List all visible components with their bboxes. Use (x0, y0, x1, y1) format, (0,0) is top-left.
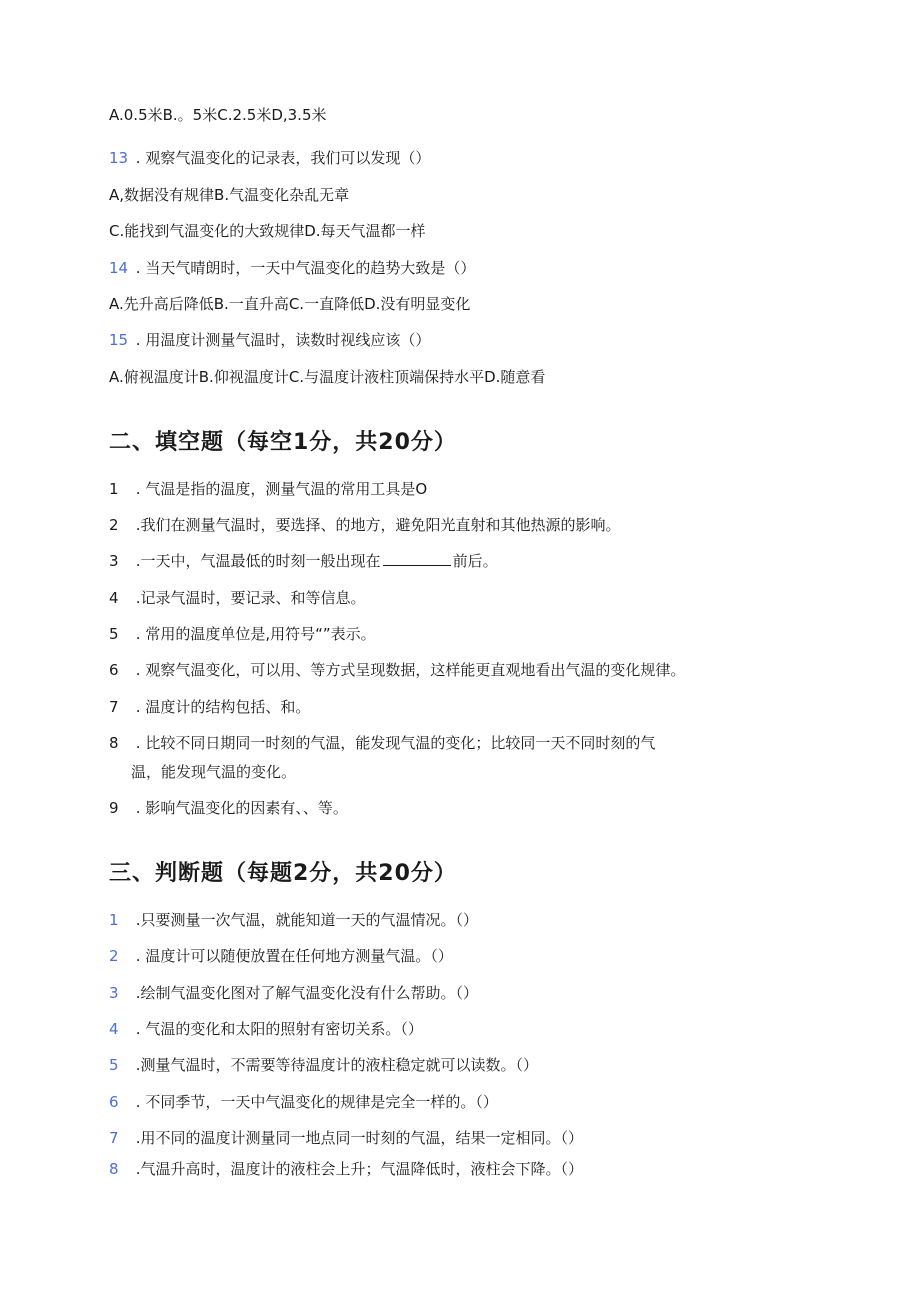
item-number: 3 (109, 552, 119, 570)
item-text: .只要测量一次气温，就能知道一天的气温情况。（） (135, 911, 479, 929)
item-number: 5 (109, 1056, 119, 1074)
item-number: 2 (109, 947, 119, 965)
judge-item-6 (109, 1092, 498, 1112)
question-15 (109, 330, 430, 350)
item-number: 1 (109, 911, 119, 929)
fill-item-3 (109, 551, 498, 571)
item-number: 7 (109, 698, 119, 716)
item-text: .一天中，气温最低的时刻一般出现在 (135, 552, 381, 570)
section-heading-true-false: 三、判断题（每题2分，共20分） (109, 861, 457, 886)
q13-options-line-2: C.能找到气温变化的大致规律D.每天气温都一样 (109, 222, 426, 240)
q12-options: A.0.5米B.。5米C.2.5米D,3.5米 (109, 106, 327, 124)
answer-blank[interactable] (383, 551, 451, 566)
fill-item-8 (109, 733, 655, 753)
fill-item-2 (109, 515, 621, 535)
item-number: 4 (109, 589, 119, 607)
fill-item-5 (109, 624, 376, 644)
q13-options-line-1: A,数据没有规律B.气温变化杂乱无章 (109, 186, 350, 204)
fill-item-9 (109, 798, 348, 818)
item-text: .气温升高时，温度计的液柱会上升；气温降低时，液柱会下降。（） (135, 1160, 584, 1178)
item-text: .记录气温时，要记录、和等信息。 (135, 589, 366, 607)
item-text: . 不同季节，一天中气温变化的规律是完全一样的。（） (135, 1093, 498, 1111)
judge-item-8 (109, 1159, 583, 1179)
question-text: . 观察气温变化的记录表，我们可以发现（） (135, 149, 431, 167)
judge-item-7 (109, 1128, 583, 1148)
item-text: .测量气温时，不需要等待温度计的液柱稳定就可以读数。（） (135, 1056, 539, 1074)
fill-item-7 (109, 697, 310, 717)
item-number: 9 (109, 799, 119, 817)
judge-item-2 (109, 946, 453, 966)
item-text-after: 前后。 (452, 552, 498, 570)
item-number: 3 (109, 984, 119, 1002)
question-text: . 当天气晴朗时，一天中气温变化的趋势大致是（） (135, 259, 476, 277)
judge-item-5 (109, 1055, 538, 1075)
section-heading-fill-blank: 二、填空题（每空1分，共20分） (109, 430, 457, 455)
q15-options: A.俯视温度计B.仰视温度计C.与温度计液柱顶端保持水平D.随意看 (109, 368, 546, 386)
item-text: . 温度计的结构包括、和。 (135, 698, 311, 716)
item-number: 8 (109, 734, 119, 752)
judge-item-4 (109, 1019, 423, 1039)
item-text: .我们在测量气温时，要选择、的地方，避免阳光直射和其他热源的影响。 (135, 516, 621, 534)
item-number: 2 (109, 516, 119, 534)
judge-item-1 (109, 910, 478, 930)
fill-item-8-continuation: 温，能发现气温的变化。 (131, 763, 297, 781)
item-text: .用不同的温度计测量同一地点同一时刻的气温，结果一定相同。（） (135, 1129, 584, 1147)
fill-item-1 (109, 479, 427, 499)
fill-item-4 (109, 588, 366, 608)
item-text: . 影响气温变化的因素有、、等。 (135, 799, 348, 817)
item-text: . 比较不同日期同一时刻的气温，能发现气温的变化；比较同一天不同时刻的气 (135, 734, 656, 752)
question-number: 13 (109, 149, 129, 167)
item-text: . 观察气温变化，可以用、等方式呈现数据，这样能更直观地看出气温的变化规律。 (135, 661, 686, 679)
question-13 (109, 148, 430, 168)
question-number: 14 (109, 259, 129, 277)
item-number: 8 (109, 1160, 119, 1178)
item-text: .绘制气温变化图对了解气温变化没有什么帮助。（） (135, 984, 479, 1002)
fill-item-6 (109, 660, 685, 680)
item-text: . 气温是指的温度，测量气温的常用工具是O (135, 480, 428, 498)
item-number: 7 (109, 1129, 119, 1147)
question-text: . 用温度计测量气温时，读数时视线应该（） (135, 331, 431, 349)
item-number: 6 (109, 1093, 119, 1111)
item-text: . 温度计可以随便放置在任何地方测量气温。（） (135, 947, 453, 965)
item-number: 5 (109, 625, 119, 643)
judge-item-3 (109, 983, 478, 1003)
q14-options: A.先升高后降低B.一直升高C.一直降低D.没有明显变化 (109, 295, 471, 313)
item-number: 1 (109, 480, 119, 498)
item-number: 4 (109, 1020, 119, 1038)
question-number: 15 (109, 331, 129, 349)
item-text: . 常用的温度单位是,用符号“”表示。 (135, 625, 376, 643)
item-text: . 气温的变化和太阳的照射有密切关系。（） (135, 1020, 423, 1038)
question-14 (109, 258, 475, 278)
item-number: 6 (109, 661, 119, 679)
